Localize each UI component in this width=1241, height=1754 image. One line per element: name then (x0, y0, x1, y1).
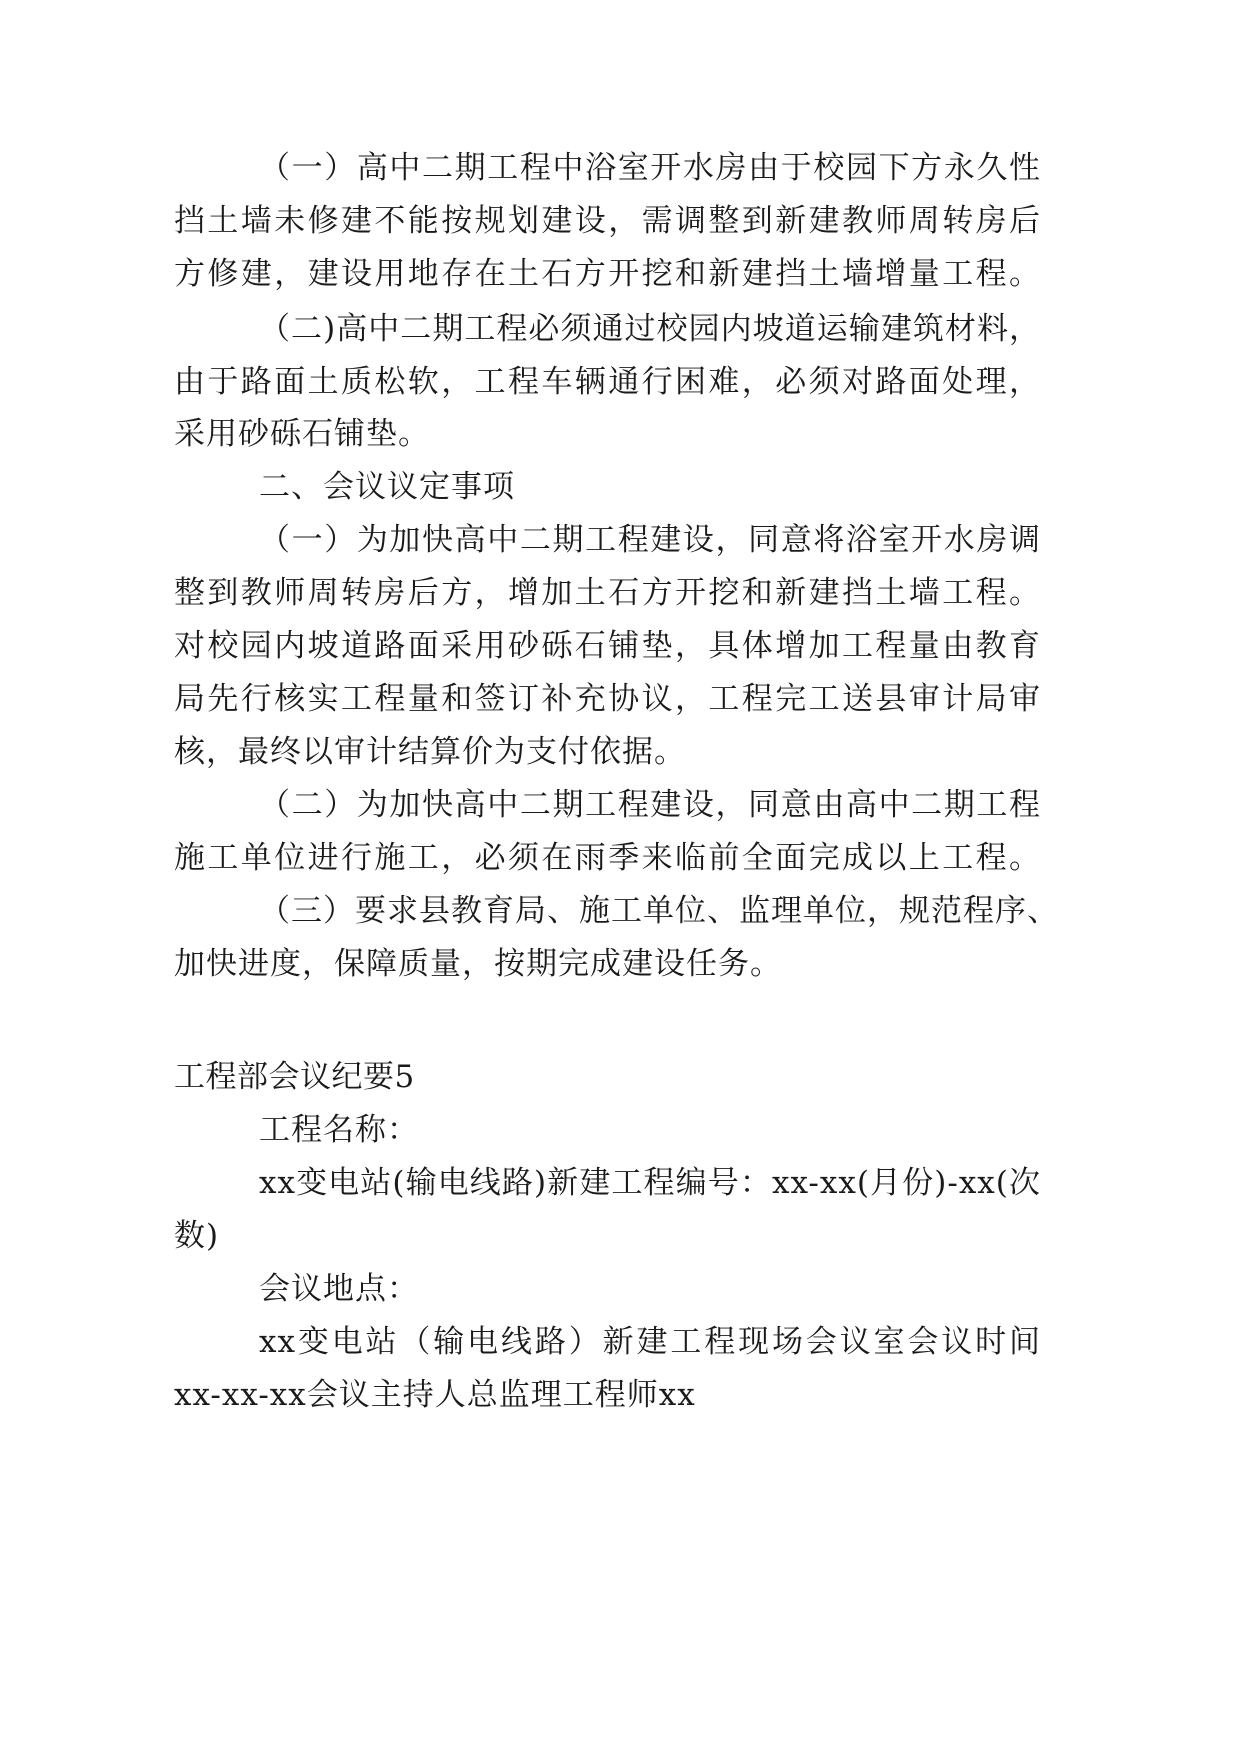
paragraph-line: 方修建，建设用地存在土石方开挖和新建挡土墙增量工程。 (174, 256, 1041, 292)
field-value: xx变电站（输电线路）新建工程现场会议室会议时间 (259, 1324, 1041, 1360)
field-label: 工程名称： (259, 1112, 419, 1148)
paragraph-line: （三）要求县教育局、施工单位、监理单位，规范程序、 (259, 893, 1059, 929)
field-label: 会议地点： (259, 1271, 419, 1307)
paragraph-line: （二)高中二期工程必须通过校园内坡道运输建筑材料， (259, 311, 1041, 347)
field-value: xx-xx-xx会议主持人总监理工程师xx (174, 1377, 696, 1413)
paragraph-line: 整到教师周转房后方，增加土石方开挖和新建挡土墙工程。 (174, 575, 1041, 611)
paragraph-line: 对校园内坡道路面采用砂砾石铺垫，具体增加工程量由教育 (174, 628, 1041, 664)
paragraph-line: 局先行核实工程量和签订补充协议，工程完工送县审计局审 (174, 681, 1041, 717)
paragraph-line: 施工单位进行施工，必须在雨季来临前全面完成以上工程。 (174, 840, 1041, 876)
paragraph-line: 采用砂砾石铺垫。 (174, 416, 430, 452)
section-heading: 二、会议议定事项 (259, 469, 515, 505)
paragraph-line: （一）为加快高中二期工程建设，同意将浴室开水房调 (259, 522, 1041, 558)
paragraph-line: 挡土墙未修建不能按规划建设，需调整到新建教师周转房后 (174, 203, 1041, 239)
paragraph-line: 核，最终以审计结算价为支付依据。 (174, 734, 686, 770)
paragraph-line: （一）高中二期工程中浴室开水房由于校园下方永久性 (259, 150, 1041, 186)
field-value: xx变电站(输电线路)新建工程编号：xx-xx(月份)-xx(次 (259, 1165, 1041, 1201)
paragraph-line: 加快进度，保障质量，按期完成建设任务。 (174, 946, 782, 982)
document-title: 工程部会议纪要5 (174, 1059, 415, 1095)
paragraph-line: 由于路面土质松软，工程车辆通行困难，必须对路面处理， (174, 364, 1041, 400)
paragraph-line: （二）为加快高中二期工程建设，同意由高中二期工程 (259, 787, 1041, 823)
field-value: 数) (174, 1218, 220, 1254)
